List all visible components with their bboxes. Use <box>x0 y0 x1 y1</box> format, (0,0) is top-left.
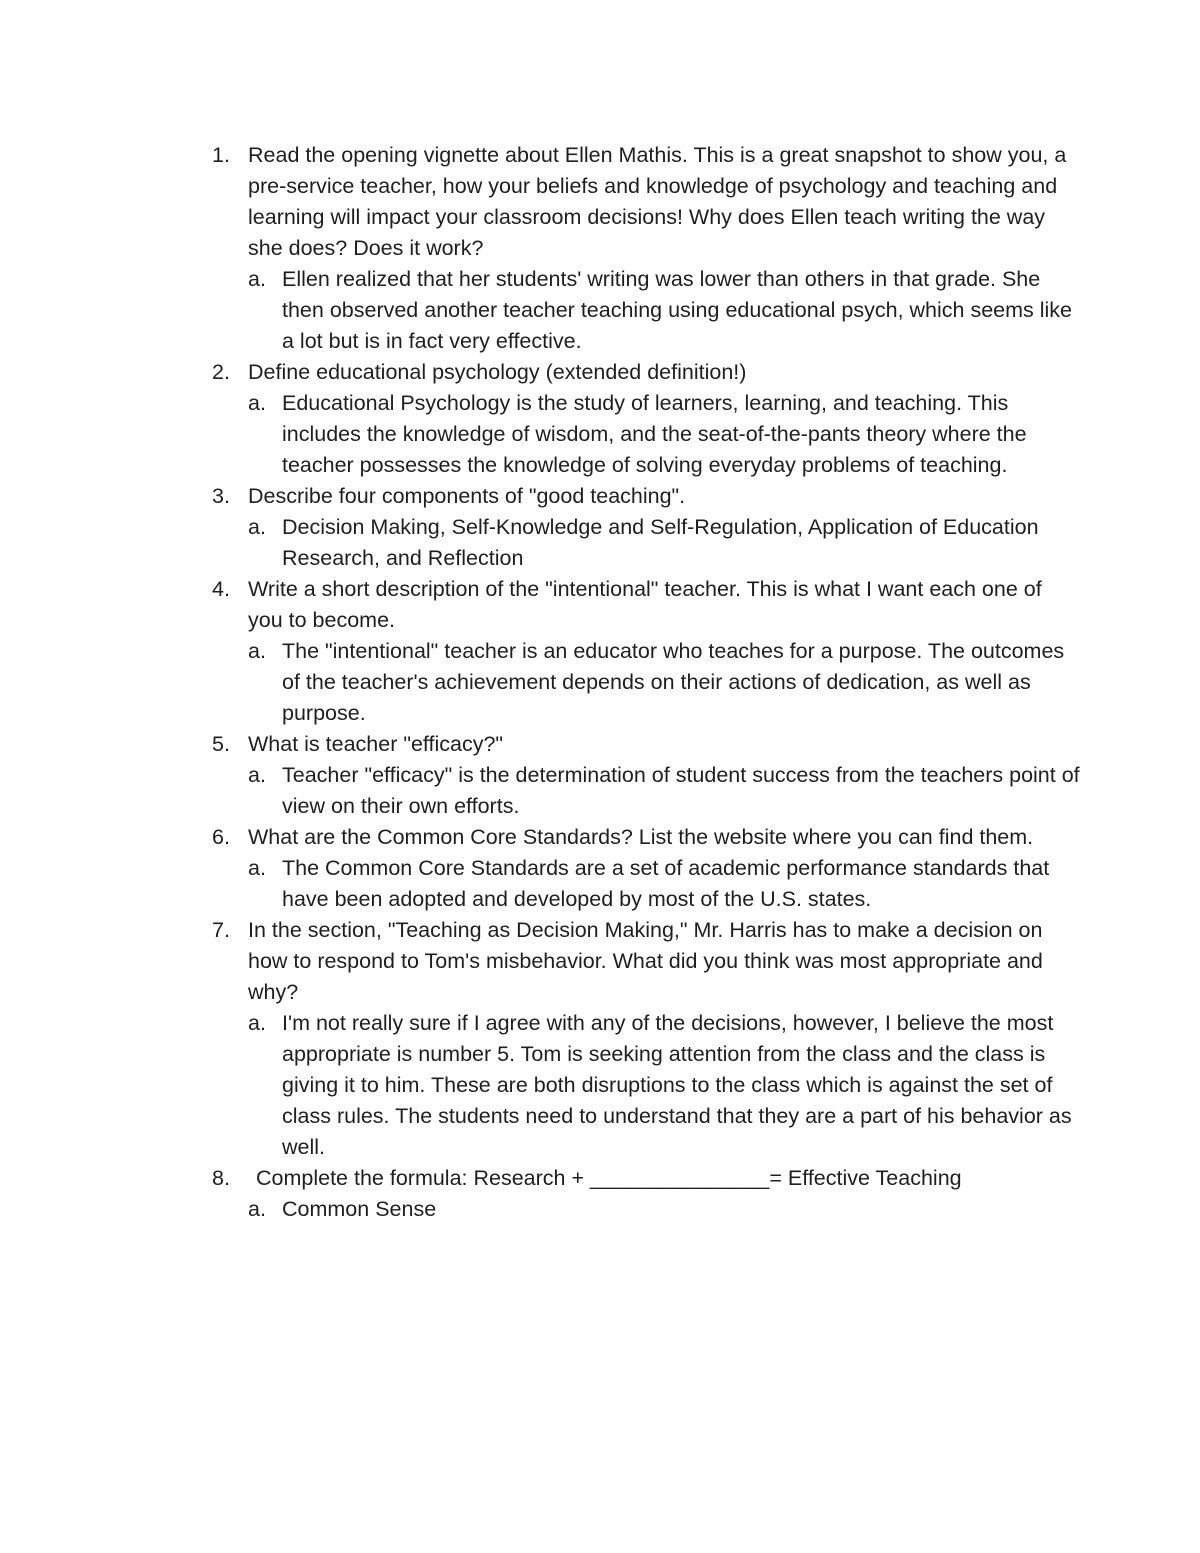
answer-text: Common Sense <box>282 1197 437 1221</box>
question-number: 8. <box>212 1166 230 1190</box>
question-item-1 <box>200 140 1080 357</box>
answer-marker: a. <box>248 267 266 291</box>
answer-marker: a. <box>248 763 266 787</box>
question-text: Complete the formula: Research + _______________= Effective Teaching <box>256 1166 962 1190</box>
question-text: Describe four components of "good teaching". <box>248 484 686 508</box>
question-number: 3. <box>212 484 230 508</box>
answer-item <box>248 512 1080 574</box>
answer-item <box>248 264 1080 357</box>
answer-text: The "intentional" teacher is an educator who teaches for a purpose. The outcomes of the teacher's achievement depends on their actions of dedication, as well as purpose. <box>282 639 1065 725</box>
answer-marker: a. <box>248 856 266 880</box>
question-text: Define educational psychology (extended definition!) <box>248 360 747 384</box>
question-number: 5. <box>212 732 230 756</box>
answer-item <box>248 636 1080 729</box>
question-item-4 <box>200 574 1080 729</box>
question-number: 4. <box>212 577 230 601</box>
question-text: Write a short description of the "intentional" teacher. This is what I want each one of you to become. <box>248 577 1042 632</box>
answer-item <box>248 1008 1080 1163</box>
answer-item <box>248 760 1080 822</box>
question-item-6 <box>200 822 1080 915</box>
question-number: 2. <box>212 360 230 384</box>
answer-text: Ellen realized that her students' writing was lower than others in that grade. She then observed another teacher teaching using educational psych, which seems like a lot but is in fact very effective. <box>282 267 1073 353</box>
question-text: In the section, "Teaching as Decision Making," Mr. Harris has to make a decision on how to respond to Tom's misbehavior. What did you think was most appropriate and why? <box>248 918 1043 1004</box>
question-text: Read the opening vignette about Ellen Mathis. This is a great snapshot to show you, a pre-service teacher, how your beliefs and knowledge of psychology and teaching and learning will impact your classroom decisions! Why does Ellen teach writing the way she does? Does it work? <box>248 143 1067 260</box>
question-item-8 <box>200 1163 1080 1225</box>
answer-item <box>248 388 1080 481</box>
answer-marker: a. <box>248 391 266 415</box>
answer-text: Teacher "efficacy" is the determination of student success from the teachers point of view on their own efforts. <box>282 763 1080 818</box>
question-text: What are the Common Core Standards? List the website where you can find them. <box>248 825 1034 849</box>
question-number: 6. <box>212 825 230 849</box>
question-item-2 <box>200 357 1080 481</box>
question-number: 7. <box>212 918 230 942</box>
question-number: 1. <box>212 143 230 167</box>
answer-marker: a. <box>248 1011 266 1035</box>
question-list <box>200 140 1080 1225</box>
answer-marker: a. <box>248 639 266 663</box>
question-item-3 <box>200 481 1080 574</box>
answer-text: The Common Core Standards are a set of academic performance standards that have been adopted and developed by most of the U.S. states. <box>282 856 1050 911</box>
answer-marker: a. <box>248 1197 266 1221</box>
answer-marker: a. <box>248 515 266 539</box>
answer-text: Educational Psychology is the study of learners, learning, and teaching. This includes the knowledge of wisdom, and the seat-of-the-pants theory where the teacher possesses the knowledge of solving everyday problems of teaching. <box>282 391 1027 477</box>
answer-item <box>248 853 1080 915</box>
question-item-5 <box>200 729 1080 822</box>
question-text: What is teacher "efficacy?" <box>248 732 504 756</box>
answer-text: I'm not really sure if I agree with any of the decisions, however, I believe the most appropriate is number 5. Tom is seeking attention from the class and the class is giving it to him. These are both disruptions to the class which is against the set of class rules. The students need to understand that they are a part of his behavior as well. <box>282 1011 1072 1159</box>
answer-text: Decision Making, Self-Knowledge and Self-Regulation, Application of Education Research, and Reflection <box>282 515 1039 570</box>
answer-item <box>248 1194 1080 1225</box>
question-item-7 <box>200 915 1080 1163</box>
